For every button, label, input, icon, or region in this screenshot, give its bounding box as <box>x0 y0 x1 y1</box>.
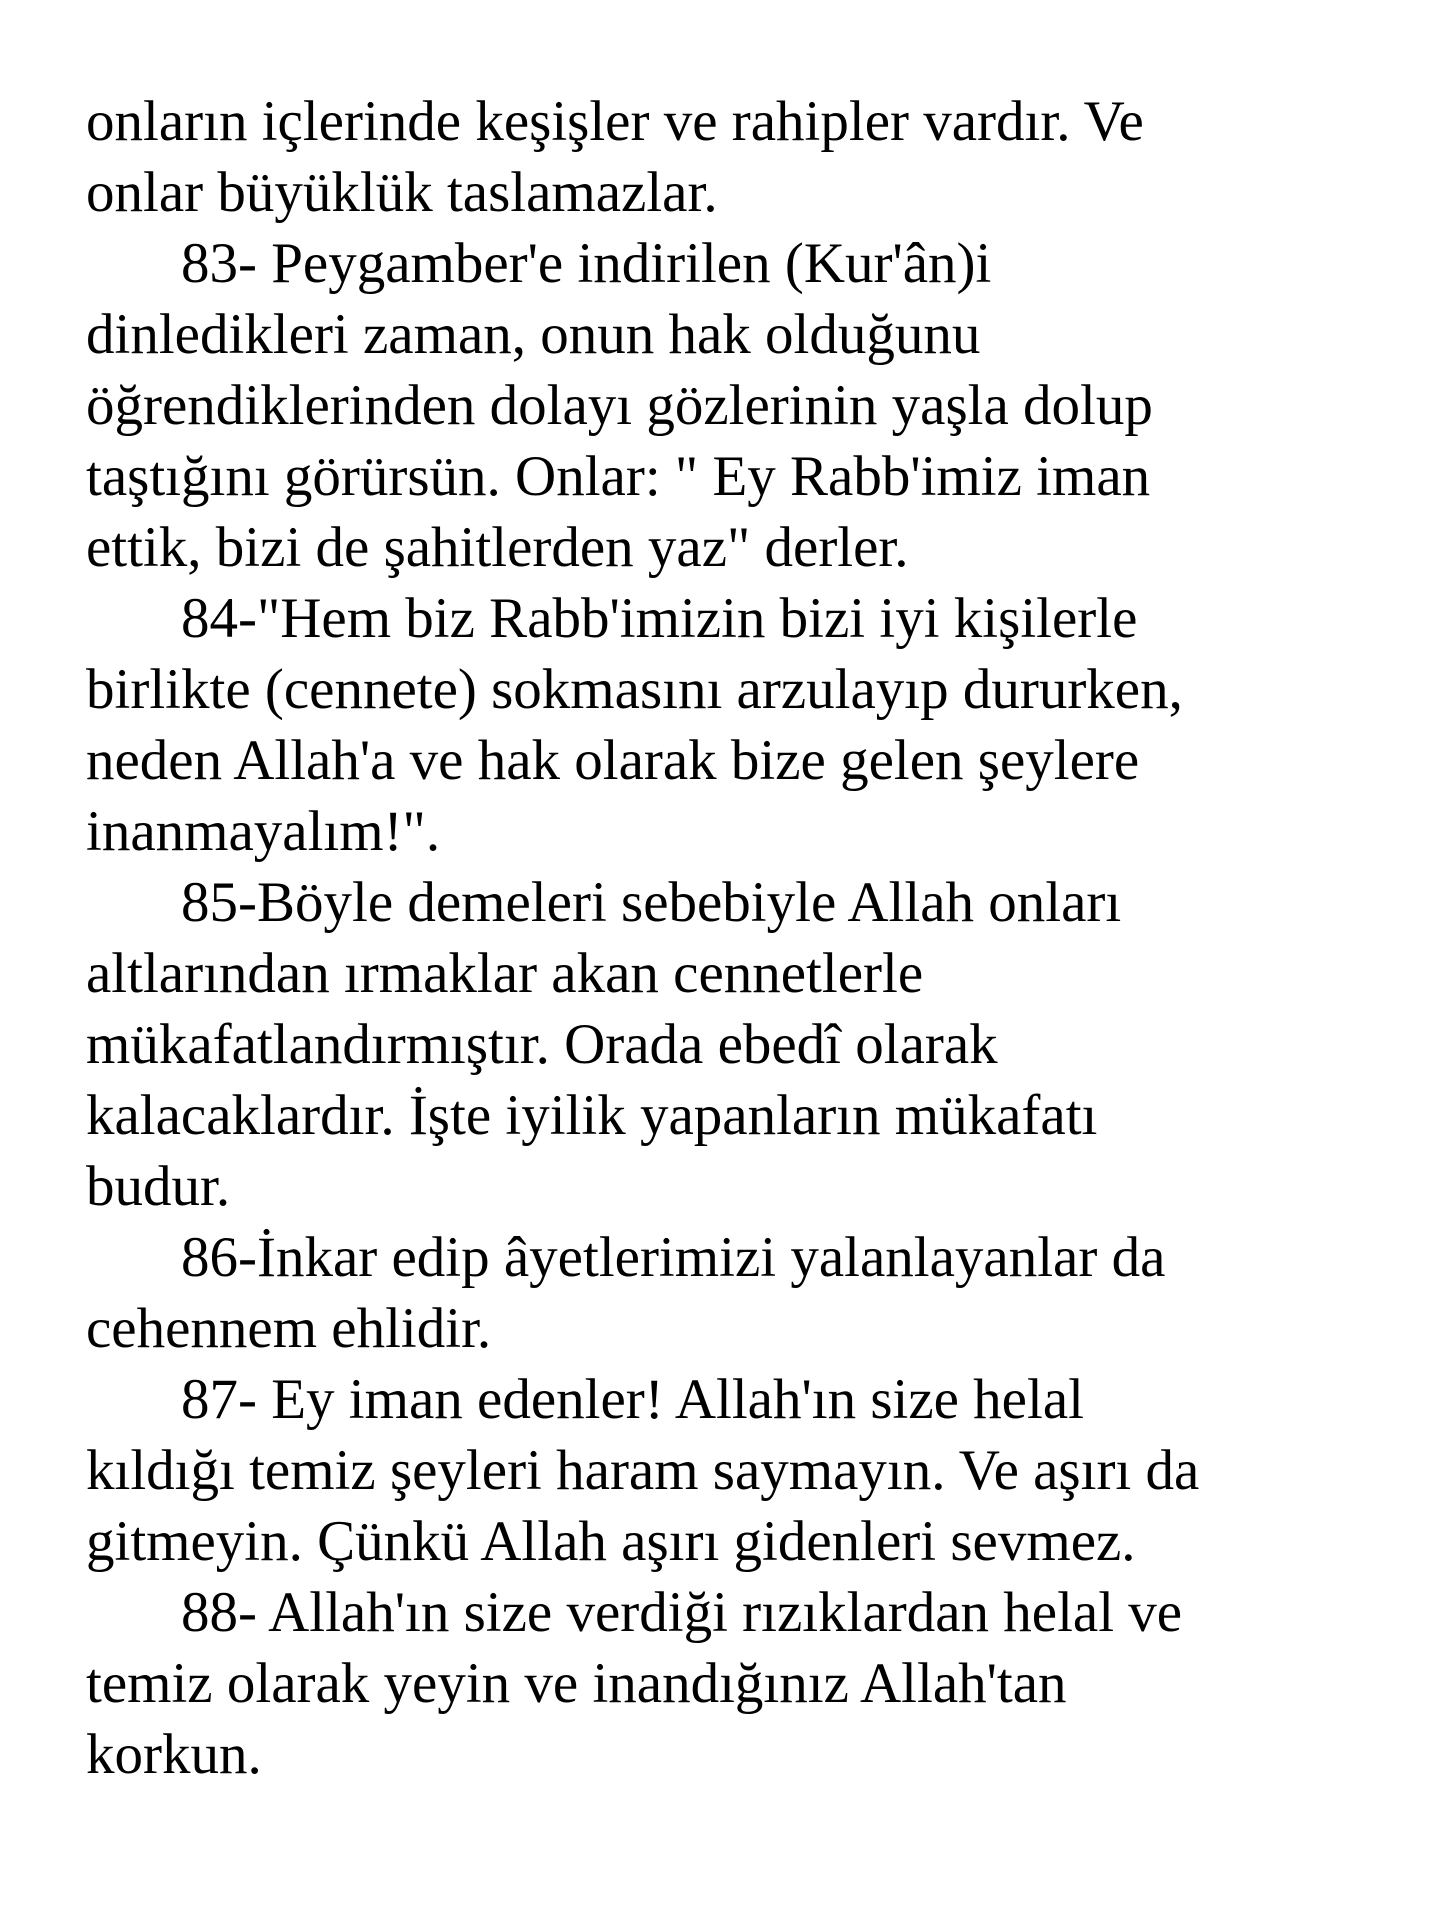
text-line: 83- Peygamber'e indirilen (Kur'ân)i <box>181 232 992 295</box>
text-line: neden Allah'a ve hak olarak bize gelen şeylere <box>86 729 1140 792</box>
text-line: 86-İnkar edip âyetlerimizi yalanlayanlar da <box>181 1226 1166 1289</box>
text-line: öğrendiklerinden dolayı gözlerinin yaşla dolup <box>86 374 1153 437</box>
document-page <box>86 86 1386 1790</box>
text-line: birlikte (cennete) sokmasını arzulayıp dururken, <box>86 658 1183 721</box>
text-line: 88- Allah'ın size verdiği rızıklardan helal ve <box>181 1581 1183 1644</box>
paragraph-verse-83 <box>86 228 1386 583</box>
text-line: onların içlerinde keşişler ve rahipler vardır. Ve <box>86 90 1144 153</box>
text-line: kalacaklardır. İşte iyilik yapanların mükafatı <box>86 1084 1098 1147</box>
text-line: gitmeyin. Çünkü Allah aşırı gidenleri sevmez. <box>86 1510 1136 1573</box>
text-line: 84-"Hem biz Rabb'imizin bizi iyi kişilerle <box>181 587 1138 650</box>
text-line: inanmayalım!". <box>86 800 441 863</box>
text-line: dinledikleri zaman, onun hak olduğunu <box>86 303 981 366</box>
text-line: 85-Böyle demeleri sebebiyle Allah onları <box>181 871 1122 934</box>
paragraph-verse-84 <box>86 583 1386 867</box>
text-line: ettik, bizi de şahitlerden yaz" derler. <box>86 516 909 579</box>
text-line: 87- Ey iman edenler! Allah'ın size helal <box>181 1368 1084 1431</box>
text-line: onlar büyüklük taslamazlar. <box>86 161 718 224</box>
paragraph-verse-88 <box>86 1577 1386 1790</box>
text-line: korkun. <box>86 1723 262 1786</box>
text-line: temiz olarak yeyin ve inandığınız Allah'tan <box>86 1652 1067 1715</box>
text-line: budur. <box>86 1155 231 1218</box>
paragraph-verse-87 <box>86 1364 1386 1577</box>
paragraph-verse-85 <box>86 867 1386 1222</box>
text-line: kıldığı temiz şeyleri haram saymayın. Ve aşırı da <box>86 1439 1200 1502</box>
text-line: cehennem ehlidir. <box>86 1297 492 1360</box>
text-line: altlarından ırmaklar akan cennetlerle <box>86 942 924 1005</box>
text-line: mükafatlandırmıştır. Orada ebedî olarak <box>86 1013 998 1076</box>
paragraph-intro <box>86 86 1386 228</box>
text-line: taştığını görürsün. Onlar: " Ey Rabb'imiz iman <box>86 445 1151 508</box>
paragraph-verse-86 <box>86 1222 1386 1364</box>
